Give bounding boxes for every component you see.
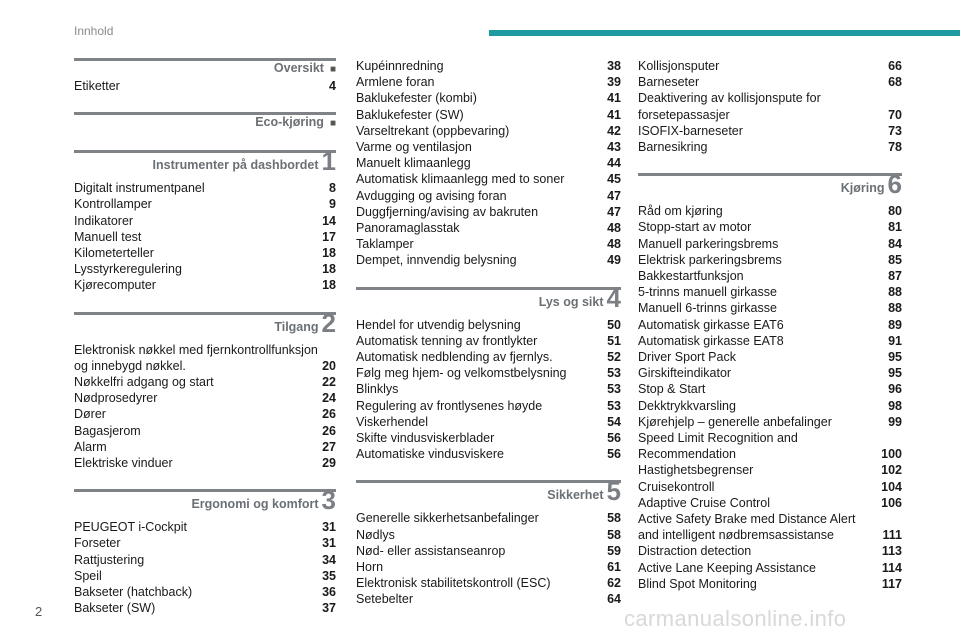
entry-page-number: 39	[607, 75, 621, 90]
entry-page-number: 111	[882, 528, 902, 543]
entry-page-number: 22	[322, 375, 336, 390]
toc-entry[interactable]	[638, 268, 902, 284]
toc-entry[interactable]	[74, 439, 336, 455]
toc-entry[interactable]	[638, 560, 902, 576]
entry-title: Elektronisk stabilitetskontroll (ESC)	[356, 576, 551, 591]
entry-title: Girskifteindikator	[638, 366, 732, 381]
toc-entry[interactable]	[638, 74, 902, 90]
toc-entry[interactable]	[638, 462, 902, 478]
toc-entry[interactable]	[638, 381, 902, 397]
toc-entry[interactable]	[356, 559, 621, 575]
toc-entry[interactable]	[74, 519, 336, 535]
toc-entry[interactable]	[638, 333, 902, 349]
entry-page-number: 68	[888, 75, 902, 90]
entry-page-number: 52	[607, 350, 621, 365]
toc-entry[interactable]	[638, 398, 902, 414]
entry-title: Varme og ventilasjon	[356, 140, 472, 155]
entry-page-number: 53	[607, 398, 621, 413]
entry-page-number: 47	[607, 188, 621, 203]
entry-title: Skifte vindusviskerblader	[356, 431, 495, 446]
entry-title: Manuell parkeringsbrems	[638, 236, 779, 251]
entry-title: Active Safety Brake med Distance Alert	[638, 512, 856, 527]
entry-page-number: 117	[881, 576, 902, 591]
toc-entry[interactable]	[74, 277, 336, 293]
toc-entry[interactable]	[356, 107, 621, 123]
entry-page-number: 9	[329, 197, 336, 212]
entry-title: Automatisk tenning av frontlykter	[356, 333, 538, 348]
entry-title: Nød- eller assistanseanrop	[356, 543, 506, 558]
entry-title: Kontrollamper	[74, 197, 152, 212]
toc-entry[interactable]	[356, 74, 621, 90]
entry-title: Duggfjerning/avising av bakruten	[356, 204, 539, 219]
toc-entry[interactable]	[638, 252, 902, 268]
section-title: Sikkerhet	[547, 488, 604, 503]
toc-entry[interactable]	[356, 398, 621, 414]
entry-page-number: 37	[322, 601, 336, 616]
toc-entry[interactable]	[74, 342, 336, 358]
section-header-eco	[74, 112, 336, 132]
entry-page-number: 18	[322, 278, 336, 293]
toc-entry[interactable]	[638, 543, 902, 559]
entry-page-number: 66	[888, 59, 902, 73]
toc-entry[interactable]	[638, 139, 902, 155]
entry-page-number: 113	[881, 544, 902, 559]
entry-page-number: 102	[881, 463, 902, 478]
toc-entry[interactable]	[638, 300, 902, 316]
entry-page-number: 31	[322, 536, 336, 551]
section-number: 5	[606, 476, 621, 507]
entry-page-number: 56	[607, 447, 621, 462]
entry-page-number: 100	[881, 447, 902, 462]
entry-page-number: 64	[607, 592, 621, 607]
section-title: Instrumenter på dashbordet	[152, 158, 319, 173]
toc-entry[interactable]	[638, 576, 902, 592]
header-accent-bar	[489, 30, 960, 36]
toc-entry[interactable]	[74, 535, 336, 551]
entry-title: Forseter	[74, 536, 121, 551]
entry-title: Rattjustering	[74, 552, 145, 567]
toc-entry[interactable]	[74, 455, 336, 471]
entry-title: Lysstyrkeregulering	[74, 262, 182, 277]
entry-page-number: 96	[888, 382, 902, 397]
toc-entry[interactable]	[638, 317, 902, 333]
entry-title: Viskerhendel	[356, 414, 429, 429]
entry-title: Setebelter	[356, 592, 413, 607]
entry-title: Armlene foran	[356, 75, 435, 90]
entry-page-number: 14	[322, 213, 336, 228]
section-title: Oversikt	[273, 61, 324, 75]
toc-entry[interactable]	[74, 584, 336, 600]
section-entries	[638, 203, 902, 592]
entry-title: and intelligent nødbremsassistanse	[638, 528, 834, 543]
toc-entry[interactable]	[74, 78, 336, 94]
entry-page-number: 89	[888, 317, 902, 332]
toc-entry[interactable]	[356, 155, 621, 171]
toc-entry[interactable]	[74, 358, 336, 374]
entry-title: Nøkkelfri adgang og start	[74, 375, 214, 390]
toc-entry[interactable]	[356, 365, 621, 381]
toc-entry[interactable]	[638, 479, 902, 495]
toc-entry[interactable]	[638, 107, 902, 123]
entry-title: Barneseter	[638, 75, 700, 90]
section-number: 2	[321, 307, 336, 338]
toc-entry[interactable]	[74, 552, 336, 568]
entry-page-number: 59	[607, 543, 621, 558]
entry-title: Cruisekontroll	[638, 479, 715, 494]
entry-title: Nødprosedyrer	[74, 391, 158, 406]
toc-entry[interactable]	[356, 252, 621, 268]
entry-title: Manuell test	[74, 229, 142, 244]
entry-page-number: 26	[322, 423, 336, 438]
section-number: 3	[321, 485, 336, 516]
entry-page-number: 8	[329, 181, 336, 196]
entry-page-number: 49	[607, 253, 621, 268]
entry-title: Horn	[356, 560, 384, 575]
entry-page-number: 35	[322, 568, 336, 583]
toc-entry[interactable]	[74, 374, 336, 390]
section-number: 1	[321, 146, 336, 177]
toc-entry[interactable]	[638, 123, 902, 139]
entry-title: Automatisk klimaanlegg med to soner	[356, 172, 565, 187]
entry-title: Baklukefester (SW)	[356, 107, 464, 122]
section-header-oversikt	[74, 58, 336, 78]
entry-page-number: 36	[322, 585, 336, 600]
entry-page-number: 95	[888, 350, 902, 365]
entry-page-number: 29	[322, 456, 336, 471]
entry-title: Elektronisk nøkkel med fjernkontrollfunksjon	[74, 342, 318, 357]
section-entries	[74, 78, 336, 94]
entry-title: Regulering av frontlysenes høyde	[356, 398, 543, 413]
section-header-6	[638, 169, 902, 203]
toc-entry[interactable]	[74, 261, 336, 277]
toc-entry[interactable]	[356, 349, 621, 365]
entry-title: Etiketter	[74, 79, 120, 93]
entry-title: Dempet, innvendig belysning	[356, 253, 517, 268]
square-marker-icon: ■	[329, 118, 336, 130]
entry-title: Driver Sport Pack	[638, 350, 736, 365]
entry-title: Dekktrykkvarsling	[638, 398, 736, 413]
toc-entry[interactable]	[74, 180, 336, 196]
toc-entry[interactable]	[638, 349, 902, 365]
entry-title: Bakkestartfunksjon	[638, 269, 744, 284]
section-title: Lys og sikt	[538, 294, 604, 309]
entry-title: Automatiske vindusviskere	[356, 447, 504, 462]
section-header-4	[356, 282, 621, 317]
entry-page-number: 80	[888, 204, 902, 219]
toc-entry[interactable]	[356, 188, 621, 204]
entry-page-number: 38	[607, 59, 621, 73]
entry-page-number: 98	[888, 398, 902, 413]
toc-entry[interactable]	[356, 58, 621, 74]
toc-entry[interactable]	[638, 365, 902, 381]
entry-title: Avdugging og avising foran	[356, 188, 507, 203]
toc-entry[interactable]	[356, 381, 621, 397]
entry-page-number: 70	[888, 107, 902, 122]
toc-entry[interactable]	[638, 495, 902, 511]
entry-page-number: 42	[607, 123, 621, 138]
toc-entry[interactable]	[74, 390, 336, 406]
toc-entry[interactable]	[356, 591, 621, 607]
toc-entry[interactable]	[638, 430, 902, 446]
entry-page-number: 41	[607, 107, 621, 122]
entry-page-number: 54	[607, 414, 621, 429]
page-number: 2	[35, 604, 43, 619]
entry-page-number: 48	[607, 221, 621, 236]
toc-entry[interactable]	[638, 203, 902, 219]
entry-page-number: 58	[607, 511, 621, 526]
section-title: Kjøring	[840, 181, 885, 196]
entry-page-number: 18	[322, 262, 336, 277]
entry-title: Automatisk nedblending av fjernlys.	[356, 350, 553, 365]
entry-page-number: 85	[888, 252, 902, 267]
entry-title: PEUGEOT i-Cockpit	[74, 520, 187, 535]
entry-page-number: 53	[607, 382, 621, 397]
toc-column-1	[74, 58, 336, 616]
entry-title: 5-trinns manuell girkasse	[638, 285, 777, 300]
entry-title: Elektrisk parkeringsbrems	[638, 252, 782, 267]
toc-entry[interactable]	[74, 213, 336, 229]
toc-entry[interactable]	[356, 236, 621, 252]
square-marker-icon: ■	[329, 64, 336, 75]
entry-title: Blinklys	[356, 382, 399, 397]
entry-page-number: 31	[322, 520, 336, 535]
entry-page-number: 20	[322, 358, 336, 373]
entry-page-number: 50	[607, 317, 621, 332]
toc-entry[interactable]	[638, 284, 902, 300]
entry-page-number: 84	[888, 236, 902, 251]
section-entries	[356, 58, 621, 269]
toc-entry[interactable]	[356, 90, 621, 106]
toc-entry[interactable]	[74, 406, 336, 422]
toc-entry[interactable]	[356, 139, 621, 155]
section-entries	[356, 317, 621, 463]
toc-column-3	[638, 58, 902, 592]
entry-page-number: 87	[888, 269, 902, 284]
entry-page-number: 91	[888, 333, 902, 348]
entry-title: Stopp-start av motor	[638, 220, 752, 235]
entry-page-number: 81	[888, 220, 902, 235]
entry-title: Deaktivering av kollisjonspute for	[638, 91, 821, 106]
toc-entry[interactable]	[638, 446, 902, 462]
entry-title: Bakseter (hatchback)	[74, 585, 193, 600]
entry-page-number: 18	[322, 246, 336, 261]
toc-entry[interactable]	[356, 510, 621, 526]
toc-entry[interactable]	[356, 575, 621, 591]
section-header-1	[74, 146, 336, 180]
toc-entry[interactable]	[74, 423, 336, 439]
toc-entry[interactable]	[356, 527, 621, 543]
entry-title: Baklukefester (kombi)	[356, 91, 477, 106]
entry-page-number: 51	[607, 333, 621, 348]
toc-entry[interactable]	[74, 245, 336, 261]
entry-page-number: 61	[607, 560, 621, 575]
entry-title: Automatisk girkasse EAT8	[638, 333, 784, 348]
entry-page-number: 114	[881, 560, 902, 575]
entry-page-number: 41	[607, 91, 621, 106]
toc-entry[interactable]	[356, 123, 621, 139]
entry-page-number: 106	[881, 495, 902, 510]
entry-page-number: 43	[607, 140, 621, 155]
toc-entry[interactable]	[638, 236, 902, 252]
entry-title: Recommendation	[638, 447, 736, 462]
entry-page-number: 45	[607, 172, 621, 187]
toc-entry[interactable]	[74, 229, 336, 245]
entry-title: Taklamper	[356, 237, 414, 252]
toc-entry[interactable]	[74, 196, 336, 212]
entry-title: Stop & Start	[638, 382, 706, 397]
toc-entry[interactable]	[74, 568, 336, 584]
toc-entry[interactable]	[356, 414, 621, 430]
entry-page-number: 88	[888, 285, 902, 300]
toc-entry[interactable]	[356, 317, 621, 333]
entry-page-number: 104	[881, 479, 902, 494]
entry-page-number: 99	[888, 414, 902, 429]
section-title: Ergonomi og komfort	[191, 497, 319, 512]
entry-page-number: 24	[322, 391, 336, 406]
section-title: Eco-kjøring	[255, 115, 324, 130]
toc-entry[interactable]	[638, 219, 902, 235]
section-number: 6	[887, 169, 902, 200]
entry-title: Elektriske vinduer	[74, 456, 173, 471]
entry-title: Digitalt instrumentpanel	[74, 181, 205, 196]
entry-title: Generelle sikkerhetsanbefalinger	[356, 511, 539, 526]
entry-page-number: 27	[322, 439, 336, 454]
toc-entry[interactable]	[638, 511, 902, 527]
toc-entry[interactable]	[356, 430, 621, 446]
section-number: 4	[606, 282, 621, 313]
entry-title: Speil	[74, 568, 102, 583]
entry-title: Speed Limit Recognition and	[638, 431, 798, 446]
section-entries	[638, 58, 902, 155]
entry-title: Kjørecomputer	[74, 278, 156, 293]
entry-title: Manuell 6-trinns girkasse	[638, 301, 777, 316]
entry-page-number: 48	[607, 237, 621, 252]
section-entries	[356, 510, 621, 607]
toc-column-2	[356, 58, 621, 608]
toc-entry[interactable]	[356, 333, 621, 349]
entry-title: forsetepassasjer	[638, 107, 730, 122]
entry-page-number: 17	[322, 229, 336, 244]
entry-title: Bagasjerom	[74, 423, 141, 438]
entry-title: Varseltrekant (oppbevaring)	[356, 123, 510, 138]
entry-title: Nødlys	[356, 527, 395, 542]
toc-entry[interactable]	[638, 527, 902, 543]
toc-entry[interactable]	[638, 414, 902, 430]
section-header-5	[356, 476, 621, 510]
section-title: Tilgang	[274, 319, 319, 334]
entry-title: og innebygd nøkkel.	[74, 358, 186, 373]
section-entries	[74, 519, 336, 616]
entry-title: Alarm	[74, 439, 107, 454]
section-header-2	[74, 307, 336, 342]
entry-page-number: 95	[888, 366, 902, 381]
entry-title: Panoramaglasstak	[356, 221, 460, 236]
section-entries	[74, 180, 336, 293]
entry-title: Active Lane Keeping Assistance	[638, 560, 816, 575]
entry-title: Hastighetsbegrenser	[638, 463, 754, 478]
entry-title: Blind Spot Monitoring	[638, 576, 757, 591]
entry-title: Følg meg hjem- og velkomstbelysning	[356, 366, 567, 381]
toc-entry[interactable]	[74, 600, 336, 616]
entry-title: Kjørehjelp – generelle anbefalinger	[638, 414, 832, 429]
entry-title: Indikatorer	[74, 213, 134, 228]
section-entries	[74, 342, 336, 472]
entry-title: ISOFIX-barneseter	[638, 123, 743, 138]
watermark: carmanualsonline.info	[624, 606, 847, 631]
entry-title: Distraction detection	[638, 544, 752, 559]
entry-page-number: 78	[888, 140, 902, 155]
section-header-3	[74, 485, 336, 519]
entry-title: Kollisjonsputer	[638, 59, 720, 73]
running-header: Innhold	[74, 24, 114, 38]
entry-title: Hendel for utvendig belysning	[356, 317, 521, 332]
entry-page-number: 58	[607, 527, 621, 542]
toc-entry[interactable]	[356, 171, 621, 187]
entry-title: Automatisk girkasse EAT6	[638, 317, 784, 332]
entry-page-number: 56	[607, 431, 621, 446]
entry-title: Dører	[74, 407, 106, 422]
entry-title: Kilometerteller	[74, 246, 154, 261]
toc-entry[interactable]	[356, 446, 621, 462]
entry-page-number: 73	[888, 123, 902, 138]
toc-entry[interactable]	[638, 58, 902, 74]
entry-title: Adaptive Cruise Control	[638, 495, 771, 510]
entry-title: Manuelt klimaanlegg	[356, 156, 471, 171]
entry-page-number: 62	[607, 576, 621, 591]
toc-entry[interactable]	[356, 220, 621, 236]
entry-title: Bakseter (SW)	[74, 601, 156, 616]
entry-page-number: 44	[607, 156, 621, 171]
entry-title: Kupéinnredning	[356, 59, 444, 73]
entry-page-number: 34	[322, 552, 336, 567]
entry-page-number: 53	[607, 366, 621, 381]
entry-page-number: 4	[329, 79, 336, 93]
entry-title: Råd om kjøring	[638, 204, 723, 219]
toc-entry[interactable]	[638, 90, 902, 106]
entry-page-number: 47	[607, 204, 621, 219]
entry-page-number: 88	[888, 301, 902, 316]
entry-page-number: 26	[322, 407, 336, 422]
toc-entry[interactable]	[356, 204, 621, 220]
entry-title: Barnesikring	[638, 140, 708, 155]
toc-entry[interactable]	[356, 543, 621, 559]
